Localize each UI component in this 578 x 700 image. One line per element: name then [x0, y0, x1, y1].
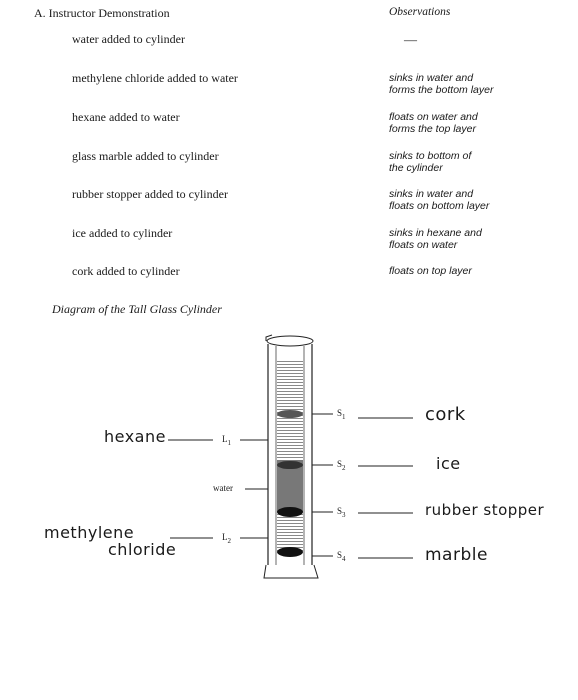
obs-line-1: sinks in hexane and — [389, 227, 482, 239]
hand-label-rubber-stopper: rubber stopper — [425, 501, 545, 519]
action-cork: cork added to cylinder — [72, 264, 180, 278]
obs-line-2: the cylinder — [389, 162, 443, 174]
observations-header: Observations — [389, 6, 451, 18]
diagram-title: Diagram of the Tall Glass Cylinder — [52, 302, 222, 316]
s1-sub: 1 — [342, 412, 346, 421]
l1-letter: L — [222, 434, 228, 444]
label-s3 — [337, 506, 346, 519]
label-s2 — [337, 459, 346, 472]
obs-line-2: forms the top layer — [389, 123, 476, 135]
action-methylene-chloride: methylene chloride added to water — [72, 71, 238, 85]
l2-sub: 2 — [227, 536, 231, 545]
l1-sub: 1 — [227, 438, 231, 447]
obs-line-2: floats on bottom layer — [389, 200, 490, 212]
hand-label-methylene: methylene — [44, 523, 135, 542]
label-l2 — [222, 532, 231, 545]
section-title: A. Instructor Demonstration — [34, 6, 170, 20]
hand-label-marble: marble — [425, 545, 488, 565]
obs-line-1: sinks to bottom of — [389, 150, 472, 162]
obs-line-1: floats on water and — [389, 111, 478, 123]
cork-object — [277, 410, 303, 418]
s1-letter: S — [337, 408, 343, 418]
graduated-cylinder — [264, 335, 318, 578]
obs-line-1: sinks in water and — [389, 72, 474, 84]
hand-label-chloride: chloride — [108, 540, 177, 559]
obs-line-2: floats on water — [389, 239, 458, 251]
cylinder-rim — [267, 336, 313, 346]
s3-letter: S — [337, 506, 343, 516]
cylinder-base — [264, 565, 318, 578]
label-water: water — [213, 483, 233, 493]
s4-sub: 4 — [342, 554, 346, 563]
obs-line-1: sinks in water and — [389, 188, 474, 200]
s3-sub: 3 — [342, 510, 346, 519]
s2-sub: 2 — [342, 463, 346, 472]
methylene-chloride-layer — [277, 512, 303, 552]
s2-letter: S — [337, 459, 343, 469]
label-s1 — [337, 408, 346, 421]
action-water: water added to cylinder — [72, 32, 185, 46]
action-glass-marble: glass marble added to cylinder — [72, 149, 219, 163]
label-l1 — [222, 434, 231, 447]
hand-label-hexane: hexane — [104, 427, 166, 446]
action-rubber-stopper: rubber stopper added to cylinder — [72, 187, 228, 201]
s4-letter: S — [337, 550, 343, 560]
action-hexane: hexane added to water — [72, 110, 180, 124]
obs-water: — — [404, 32, 417, 47]
ice-object — [277, 461, 303, 469]
hand-label-ice: ice — [436, 454, 461, 473]
hand-label-cork: cork — [425, 404, 466, 425]
l2-letter: L — [222, 532, 228, 542]
action-ice: ice added to cylinder — [72, 226, 173, 240]
obs-cork: floats on top layer — [389, 265, 472, 277]
rubber-stopper-object — [277, 507, 303, 517]
marble-object — [277, 547, 303, 557]
obs-line-2: forms the bottom layer — [389, 84, 494, 96]
label-s4 — [337, 550, 346, 563]
